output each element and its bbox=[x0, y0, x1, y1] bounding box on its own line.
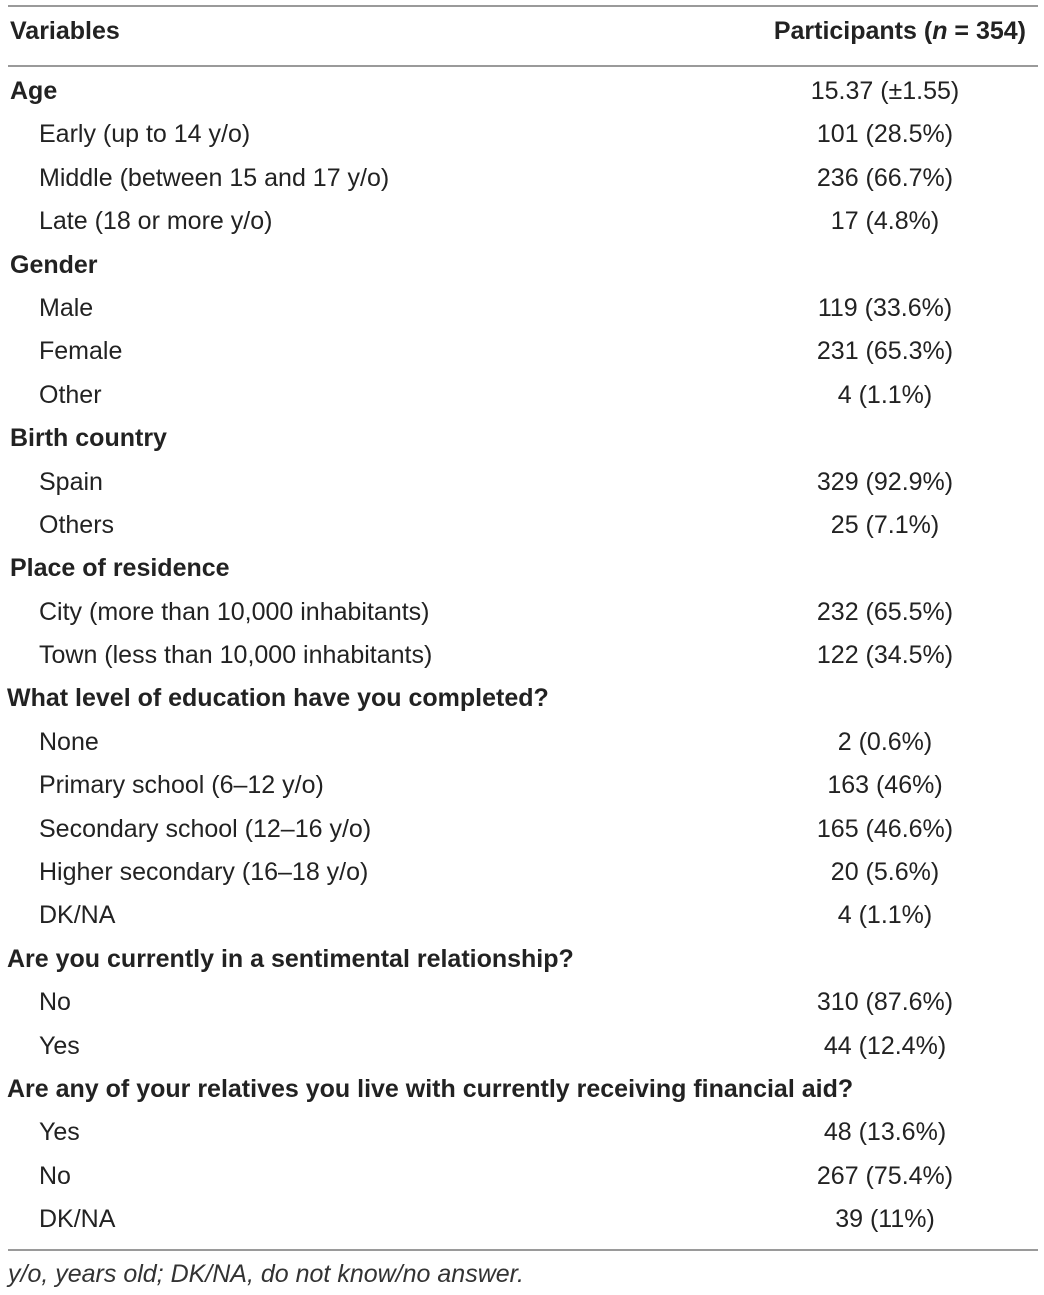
category-label: Gender bbox=[10, 250, 98, 279]
bottom-rule bbox=[8, 1249, 1038, 1251]
row-value: 231 (65.3%) bbox=[816, 337, 954, 366]
table-category-row bbox=[0, 75, 1044, 118]
row-value: 4 (1.1%) bbox=[837, 901, 933, 930]
category-label: Birth country bbox=[10, 424, 167, 453]
row-label: DK/NA bbox=[39, 901, 116, 930]
table-row bbox=[0, 292, 1044, 335]
row-label: Primary school (6–12 y/o) bbox=[39, 771, 324, 800]
row-value: 310 (87.6%) bbox=[816, 988, 954, 1017]
table-header bbox=[0, 17, 1044, 55]
row-label: DK/NA bbox=[39, 1205, 116, 1234]
row-value: 119 (33.6%) bbox=[817, 293, 953, 322]
table-category-row bbox=[0, 682, 1044, 725]
table-row bbox=[0, 205, 1044, 248]
row-label: None bbox=[39, 727, 99, 756]
table-footnote: y/o, years old; DK/NA, do not know/no answer. bbox=[8, 1260, 524, 1288]
row-value: 25 (7.1%) bbox=[830, 510, 940, 539]
row-label: Other bbox=[39, 380, 102, 409]
row-label: No bbox=[39, 1161, 71, 1190]
row-value: 329 (92.9%) bbox=[816, 467, 954, 496]
row-label: Town (less than 10,000 inhabitants) bbox=[39, 641, 433, 670]
row-value: 44 (12.4%) bbox=[823, 1031, 947, 1060]
category-label: Are any of your relatives you live with currently receiving financial aid? bbox=[7, 1074, 854, 1103]
header-rule bbox=[8, 65, 1038, 67]
table-row bbox=[0, 813, 1044, 856]
row-value: 2 (0.6%) bbox=[837, 727, 933, 756]
row-label: Others bbox=[39, 510, 115, 539]
row-label: Male bbox=[39, 293, 94, 322]
row-label: Yes bbox=[39, 1031, 80, 1060]
row-label: Female bbox=[39, 337, 123, 366]
row-value: 232 (65.5%) bbox=[816, 597, 954, 626]
row-value: 163 (46%) bbox=[827, 771, 943, 800]
row-label: City (more than 10,000 inhabitants) bbox=[39, 597, 430, 626]
row-value: 101 (28.5%) bbox=[816, 120, 954, 149]
table-row bbox=[0, 856, 1044, 899]
top-rule bbox=[8, 5, 1038, 7]
row-label: Higher secondary (16–18 y/o) bbox=[39, 858, 369, 887]
category-label: Place of residence bbox=[10, 554, 230, 583]
category-label: Age bbox=[10, 77, 58, 105]
header-participants-prefix: Participants ( bbox=[773, 17, 933, 45]
row-label: No bbox=[39, 988, 71, 1017]
table-row bbox=[0, 509, 1044, 552]
row-value: 39 (11%) bbox=[835, 1205, 935, 1234]
table-category-row bbox=[0, 249, 1044, 292]
row-label: Early (up to 14 y/o) bbox=[39, 120, 251, 149]
table-row bbox=[0, 769, 1044, 812]
table-row bbox=[0, 986, 1044, 1029]
table-row bbox=[0, 596, 1044, 639]
table-row bbox=[0, 335, 1044, 378]
header-participants-n: n bbox=[932, 17, 948, 45]
row-value: 4 (1.1%) bbox=[837, 380, 933, 409]
header-variables: Variables bbox=[10, 17, 120, 45]
row-value: 20 (5.6%) bbox=[830, 858, 940, 887]
row-value: 267 (75.4%) bbox=[816, 1161, 954, 1190]
table-body bbox=[0, 75, 1044, 1247]
row-value: 165 (46.6%) bbox=[816, 814, 954, 843]
row-label: Late (18 or more y/o) bbox=[39, 207, 273, 236]
row-value: 15.37 (±1.55) bbox=[810, 77, 960, 105]
row-label: Secondary school (12–16 y/o) bbox=[39, 814, 372, 843]
table-row bbox=[0, 726, 1044, 769]
table-row bbox=[0, 899, 1044, 942]
table-row bbox=[0, 379, 1044, 422]
header-participants-suffix: = 354) bbox=[947, 17, 1026, 45]
row-label: Middle (between 15 and 17 y/o) bbox=[39, 163, 390, 192]
row-value: 122 (34.5%) bbox=[816, 641, 954, 670]
row-value: 48 (13.6%) bbox=[823, 1118, 947, 1147]
table-category-row bbox=[0, 552, 1044, 595]
table-row bbox=[0, 1160, 1044, 1203]
table-row bbox=[0, 466, 1044, 509]
category-label: Are you currently in a sentimental relationship? bbox=[7, 944, 574, 973]
table-category-row bbox=[0, 943, 1044, 986]
table-row bbox=[0, 639, 1044, 682]
table-row bbox=[0, 118, 1044, 161]
table-row bbox=[0, 1030, 1044, 1073]
table-category-row bbox=[0, 422, 1044, 465]
header-participants bbox=[774, 17, 1026, 46]
table-row bbox=[0, 162, 1044, 205]
table-row bbox=[0, 1116, 1044, 1159]
row-value: 17 (4.8%) bbox=[830, 207, 940, 236]
table-category-row bbox=[0, 1073, 1044, 1116]
table-row bbox=[0, 1203, 1044, 1246]
row-label: Spain bbox=[39, 467, 103, 496]
category-label: What level of education have you completed? bbox=[7, 684, 549, 713]
row-label: Yes bbox=[39, 1118, 80, 1147]
row-value: 236 (66.7%) bbox=[816, 163, 954, 192]
